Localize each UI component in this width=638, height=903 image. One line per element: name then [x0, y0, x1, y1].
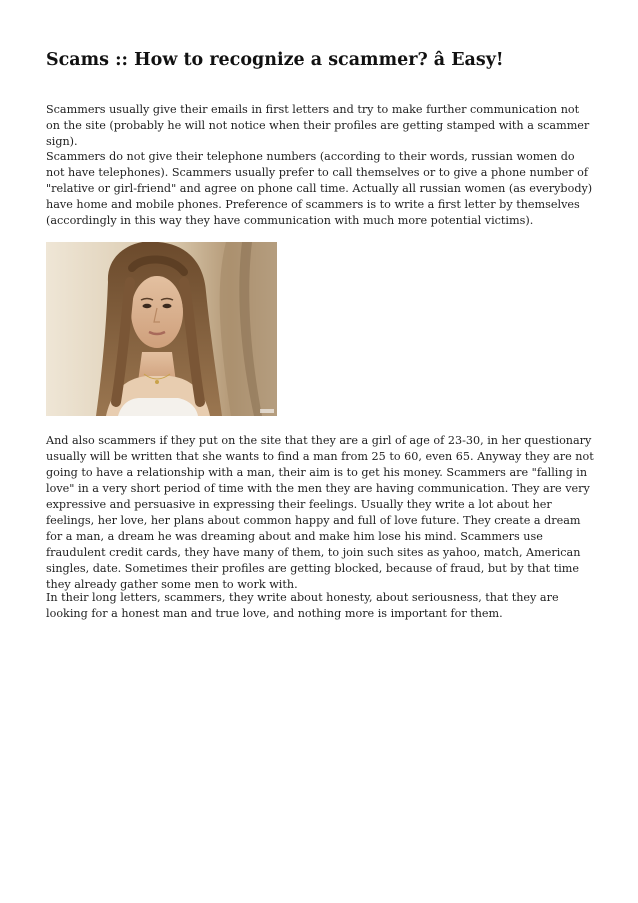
paragraph-4: In their long letters, scammers, they write about honesty, about seriousness, that they are looking for a honest man and true love, and nothing more is important for them. [46, 591, 559, 620]
paragraph-2: Scammers do not give their telephone numbers (according to their words, russian women do not have telephones). Scammers usually prefer to call themselves or to give a phone number of "relative or girl-friend" and agree on phone call time. Actually all russian women (as everybody) have home and mobile phones. Preference of scammers is to write a first letter by themselves (accordingly in this way they have communication with much more potential victims). [46, 150, 593, 227]
paragraph-3: And also scammers if they put on the site that they are a girl of age of 23-30, in her questionary usually will be written that she wants to find a man from 25 to 60, even 65. Anyway they are not going to have a relationship with a man, their aim is to get his money. Scammers are "falling in love" in a very short period of time with the men they are having communication. They are very expressive and persuasive in expressing their feelings. Usually they write a lot about her feelings, her love, her plans about common happy and full of love future. They create a dream for a man, a dream he was dreaming about and make him lose his mind. Scammers use fraudulent credit cards, they have many of them, to join such sites as yahoo, match, American singles, date. Sometimes their profiles are getting blocked, because of fraud, but by that time they already gather some men to work with. [46, 434, 594, 591]
page-title: Scams :: How to recognize a scammer? â Easy! [46, 50, 504, 70]
paragraph-1: Scammers usually give their emails in first letters and try to make further communication not on the site (probably he will not notice when their profiles are getting stamped with a scammer sign). [46, 103, 590, 148]
portrait-photo [46, 242, 277, 416]
